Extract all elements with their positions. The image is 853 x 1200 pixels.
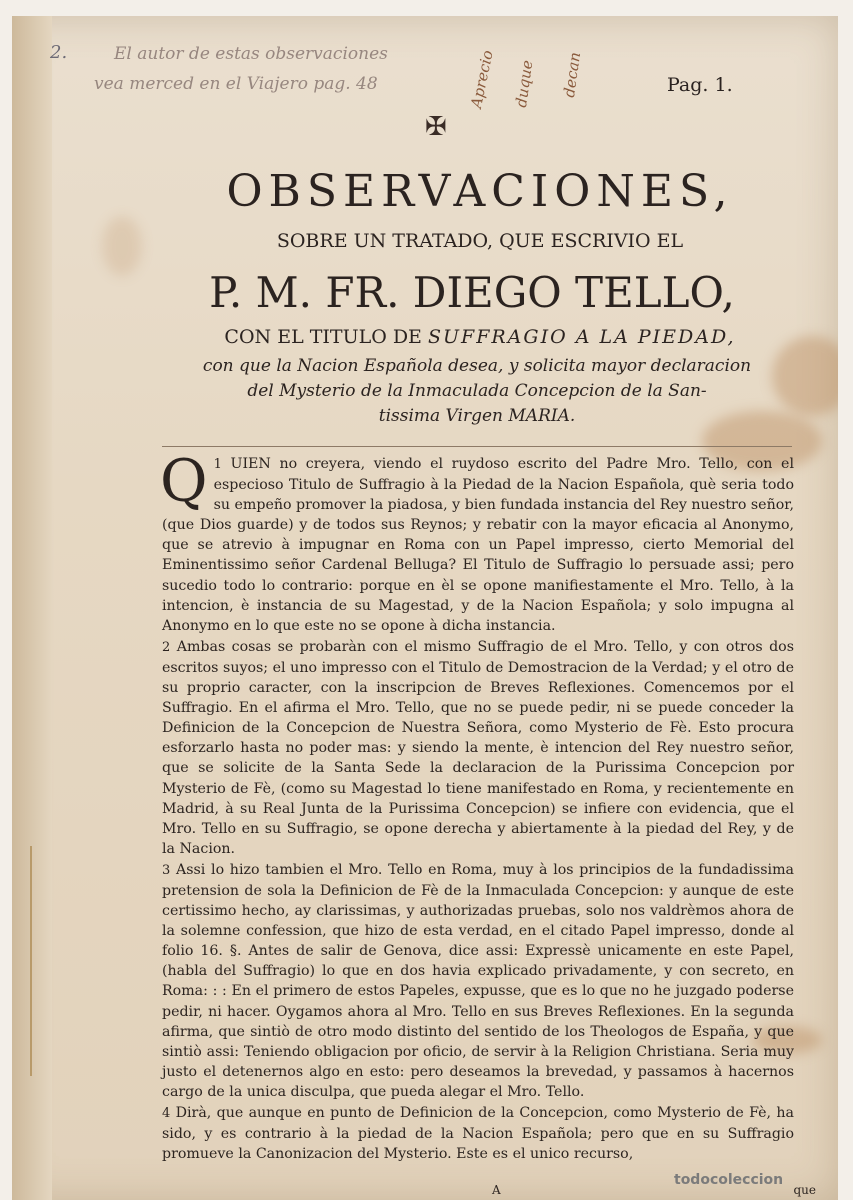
subtitle-line: SOBRE UN TRATADO, QUE ESCRIVIO EL (276, 230, 684, 252)
body-text (160, 447, 794, 1165)
paragraph-text: Dirà, que aunque en punto de Definicion de la Concepcion, como Mysterio de Fè, ha sido, y es contrario à la piedad de la Nacion Española; pero que en su Suffragio promueve la Canonizacion del Mysterio. Este es el unico recurso, (162, 1105, 794, 1163)
paragraph-text: Assi lo hizo tambien el Mro. Tello en Roma, muy à los principios de la fundadissima pretension de sola la Definicion de Fè de la Inmaculada Concepcion: y aunque de este certissimo hecho, ay clarissimas, y authorizadas pruebas, solo nos valdrèmos ahora de la solemne confession, que hizo de esta verdad, en el citado Papel impresso, donde al folio 16. §. Antes de salir de Genova, dice assi: Expressè unicamente en este Papel, (habla del Suffragio) lo que en dos havia explicado privadamente, y con secreto, en Roma: : : En el primero de estos Papeles, expusse, que es lo que no he juzgado poderse pedir, ni hacer. Oygamos ahora al Mro. Tello en sus Breves Reflexiones. En la segunda afirma, que sintiò de otro modo distinto del sentido de los Theologos de España, y que sintiò assi: Teniendo obligacion por oficio, de servir à la Religion Christiana. Seria muy justo el detenernos algo en esto: pero deseamos la brevedad, y passamos à hacernos cargo de la unica disculpa, que pueda alegar el Mro. Tello. (162, 861, 794, 1100)
handwritten-vertical-word: duque (512, 59, 537, 109)
work-title-line (160, 326, 800, 348)
paragraph-number: 4 (162, 1106, 171, 1121)
paragraph (162, 860, 794, 1102)
stain (102, 216, 142, 276)
handwritten-vertical-word: decan (560, 50, 585, 99)
subtitle-italic-line3: tissima Virgen MARIA. (378, 406, 576, 426)
document-page (12, 16, 838, 1200)
main-title: OBSERVACIONES, (226, 166, 734, 217)
paragraph (162, 1103, 794, 1164)
paragraph (162, 637, 794, 859)
cross-ornament-icon: ✠ (425, 112, 447, 142)
watermark-logo: todocoleccion (674, 1172, 784, 1188)
divider (162, 446, 792, 447)
work-title-prefix: CON EL TITULO DE (224, 326, 422, 348)
catchword: que (793, 1183, 816, 1197)
handwritten-note-line1: El autor de estas observaciones (114, 44, 388, 64)
paragraph-number: 2 (162, 639, 171, 655)
binding-thread (30, 846, 54, 1076)
paragraph-number: 3 (162, 862, 171, 878)
paragraph-number: 1 (213, 457, 222, 472)
handwritten-vertical-word: Aprecio (467, 48, 497, 110)
author-title: P. M. FR. DIEGO TELLO, (209, 268, 735, 317)
paragraph (160, 447, 794, 636)
handwritten-numeral: 2. (50, 42, 68, 63)
paragraph-text: UIEN no creyera, viendo el ruydoso escrito del Padre Mro. Tello, con el especioso Titulo de Suffragio à la Piedad de la Nacion Española, què seria todo su empeño promover la piadosa, y bien fundada instancia del Rey nuestro señor, (que Dios guarde) y de todos sus Reynos; y rebatir con la mayor eficacia al Anonymo, que se atrevio à impugnar en Roma con un Papel impresso, cierto Memorial del Eminentissimo señor Cardenal Belluga? El Titulo de Suffragio lo persuade assi; pero sucedio todo lo contrario: porque en èl se opone manifiestamente el Mro. Tello, à la intencion, è instancia de su Magestad, y de la Nacion Española; y solo impugna al Anonymo en lo que este no se opone à dicha instancia. (162, 456, 794, 634)
page-number: Pag. 1. (667, 74, 733, 96)
subtitle-italic-line1: con que la Nacion Española desea, y solicita mayor declaracion (202, 356, 752, 376)
handwritten-note-line2: vea merced en el Viajero pag. 48 (94, 74, 378, 94)
work-title-italic: SUFFRAGIO A LA PIEDAD, (427, 326, 736, 348)
signature-mark: A (492, 1183, 501, 1197)
stain (772, 336, 838, 416)
subtitle-italic-line2: del Mysterio de la Inmaculada Concepcion de la San- (247, 381, 707, 401)
drop-cap: Q (160, 447, 208, 515)
paragraph-text: Ambas cosas se probaràn con el mismo Suffragio de el Mro. Tello, y con otros dos escritos suyos; el uno impresso con el Titulo de Demostracion de la Verdad; y el otro de su proprio caracter, con la inscripcion de Breves Reflexiones. Comencemos por el Suffragio. En el afirma el Mro. Tello, que no se puede pedir, ni se puede conceder la Definicion de la Concepcion de Nuestra Señora, como Mysterio de Fè. Esto procura esforzarlo hasta no poder mas: y siendo la mente, è intencion del Rey nuestro señor, que se solicite de la Santa Sede la declaracion de la Purissima Concepcion por Mysterio de Fè, (como su Magestad lo tiene manifestado en Roma, y recientemente en Madrid, à su Real Junta de la Purissima Concepcion) se infiere con evidencia, que el Mro. Tello en su Suffragio, se opone derecha y abiertamente à la piedad del Rey, y de la Nacion. (162, 638, 794, 857)
